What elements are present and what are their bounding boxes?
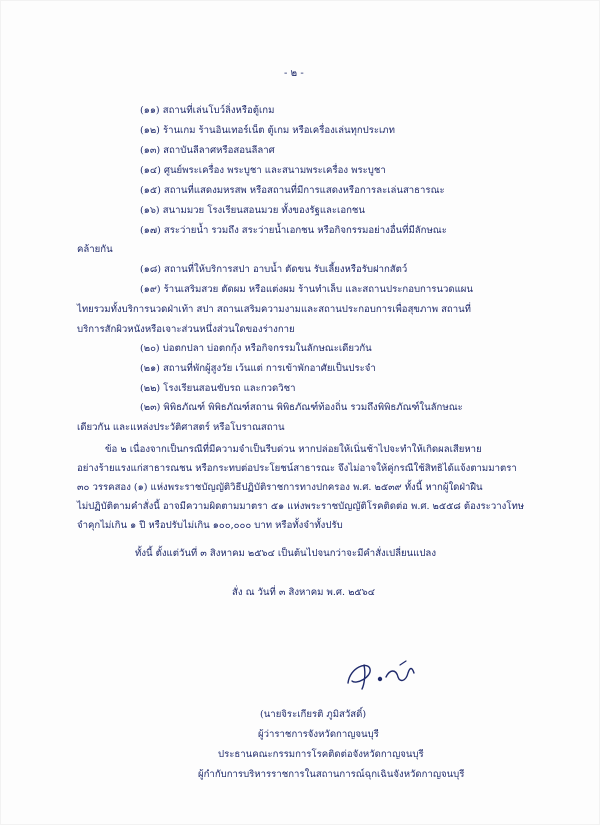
list-item-19-line2: ไทยรวมทั้งบริการนวดฝ่าเท้า สปา สถานเสริมความงามและสถานประกอบการเพื่อสุขภาพ สถานที่ bbox=[77, 304, 471, 315]
clause-2-line5: จำคุกไม่เกิน ๑ ปี หรือปรับไม่เกิน ๑๐๐,๐๐๐ บาท หรือทั้งจำทั้งปรับ bbox=[77, 520, 343, 531]
page-number: - ๒ - bbox=[284, 68, 304, 79]
list-item-22: (๒๒) โรงเรียนสอนขับรถ และกวดวิชา bbox=[140, 383, 296, 394]
list-item-16: (๑๖) สนามมวย โรงเรียนสอนมวย ทั้งของรัฐและเอกชน bbox=[140, 205, 365, 216]
list-item-18: (๑๘) สถานที่ให้บริการสปา อาบน้ำ ตัดขน รับเลี้ยงหรือรับฝากสัตว์ bbox=[140, 264, 408, 275]
signatory-title-governor: ผู้ว่าราชการจังหวัดกาญจนบุรี bbox=[258, 729, 379, 740]
signatory-title-committee: ประธานคณะกรรมการโรคติดต่อจังหวัดกาญจนบุรี bbox=[218, 749, 424, 760]
list-item-12: (๑๒) ร้านเกม ร้านอินเทอร์เน็ต ตู้เกม หรือเครื่องเล่นทุกประเภท bbox=[140, 125, 395, 136]
list-item-17-continuation: คล้ายกัน bbox=[77, 244, 113, 255]
list-item-19: (๑๙) ร้านเสริมสวย ตัดผม หรือแต่งผม ร้านทำเล็บ และสถานประกอบการนวดแผน bbox=[140, 284, 473, 295]
clause-2-line1: ข้อ ๒ เนื่องจากเป็นกรณีที่มีความจำเป็นรีบด่วน หากปล่อยให้เนิ่นช้าไปจะทำให้เกิดผลเสียหาย bbox=[105, 444, 482, 455]
list-item-15: (๑๕) สถานที่แสดงมหรสพ หรือสถานที่มีการแสดงหรือการละเล่นสาธารณะ bbox=[140, 185, 445, 196]
list-item-23-continuation: เดียวกัน และแหล่งประวัติศาสตร์ หรือโบราณสถาน bbox=[77, 422, 285, 433]
list-item-11: (๑๑) สถานที่เล่นโบว์ลิ่งหรือตู้เกม bbox=[140, 105, 275, 116]
list-item-17: (๑๗) สระว่ายน้ำ รวมถึง สระว่ายน้ำเอกชน หรือกิจกรรมอย่างอื่นที่มีลักษณะ bbox=[140, 225, 447, 236]
signatory-title-emergency: ผู้กำกับการบริหารราชการในสถานการณ์ฉุกเฉินจังหวัดกาญจนบุรี bbox=[198, 769, 465, 780]
list-item-21: (๒๑) สถานที่พักผู้สูงวัย เว้นแต่ การเข้าพักอาศัยเป็นประจำ bbox=[140, 363, 376, 374]
signatory-name: (นายจิระเกียรติ ภูมิสวัสดิ์) bbox=[260, 709, 367, 720]
list-item-20: (๒๐) บ่อตกปลา บ่อตกกุ้ง หรือกิจกรรมในลักษณะเดียวกัน bbox=[140, 343, 372, 354]
clause-2-line4: ไม่ปฏิบัติตามคำสั่งนี้ อาจมีความผิดตามมาตรา ๕๑ แห่งพระราชบัญญัติโรคติดต่อ พ.ศ. ๒๕๕๘ ต้องระวางโทษ bbox=[77, 501, 525, 512]
clause-2-line2: อย่างร้ายแรงแก่สาธารณชน หรือกระทบต่อประโยชน์สาธารณะ จึงไม่อาจให้คู่กรณีใช้สิทธิได้แจ้งตามมาตรา bbox=[77, 463, 517, 474]
signature-image bbox=[340, 655, 430, 695]
list-item-23: (๒๓) พิพิธภัณฑ์ พิพิธภัณฑ์สถาน พิพิธภัณฑ์ท้องถิ่น รวมถึงพิพิธภัณฑ์ในลักษณะ bbox=[140, 402, 463, 413]
list-item-19-line3: บริการสักผิวหนังหรือเจาะส่วนหนึ่งส่วนใดของร่างกาย bbox=[77, 324, 295, 335]
clause-2-line3: ๓๐ วรรคสอง (๑) แห่งพระราชบัญญัติวิธีปฏิบัติราชการทางปกครอง พ.ศ. ๒๕๓๙ ทั้งนี้ หากผู้ใดฝ่าฝืน bbox=[77, 482, 483, 493]
list-item-14: (๑๔) ศูนย์พระเครื่อง พระบูชา และสนามพระเครื่อง พระบูชา bbox=[140, 165, 386, 176]
ordered-date: สั่ง ณ วันที่ ๓ สิงหาคม พ.ศ. ๒๕๖๔ bbox=[232, 587, 376, 598]
effective-date: ทั้งนี้ ตั้งแต่วันที่ ๓ สิงหาคม ๒๕๖๔ เป็นต้นไปจนกว่าจะมีคำสั่งเปลี่ยนแปลง bbox=[135, 548, 436, 559]
list-item-13: (๑๓) สถาบันลีลาศหรือสอนลีลาศ bbox=[140, 145, 275, 156]
